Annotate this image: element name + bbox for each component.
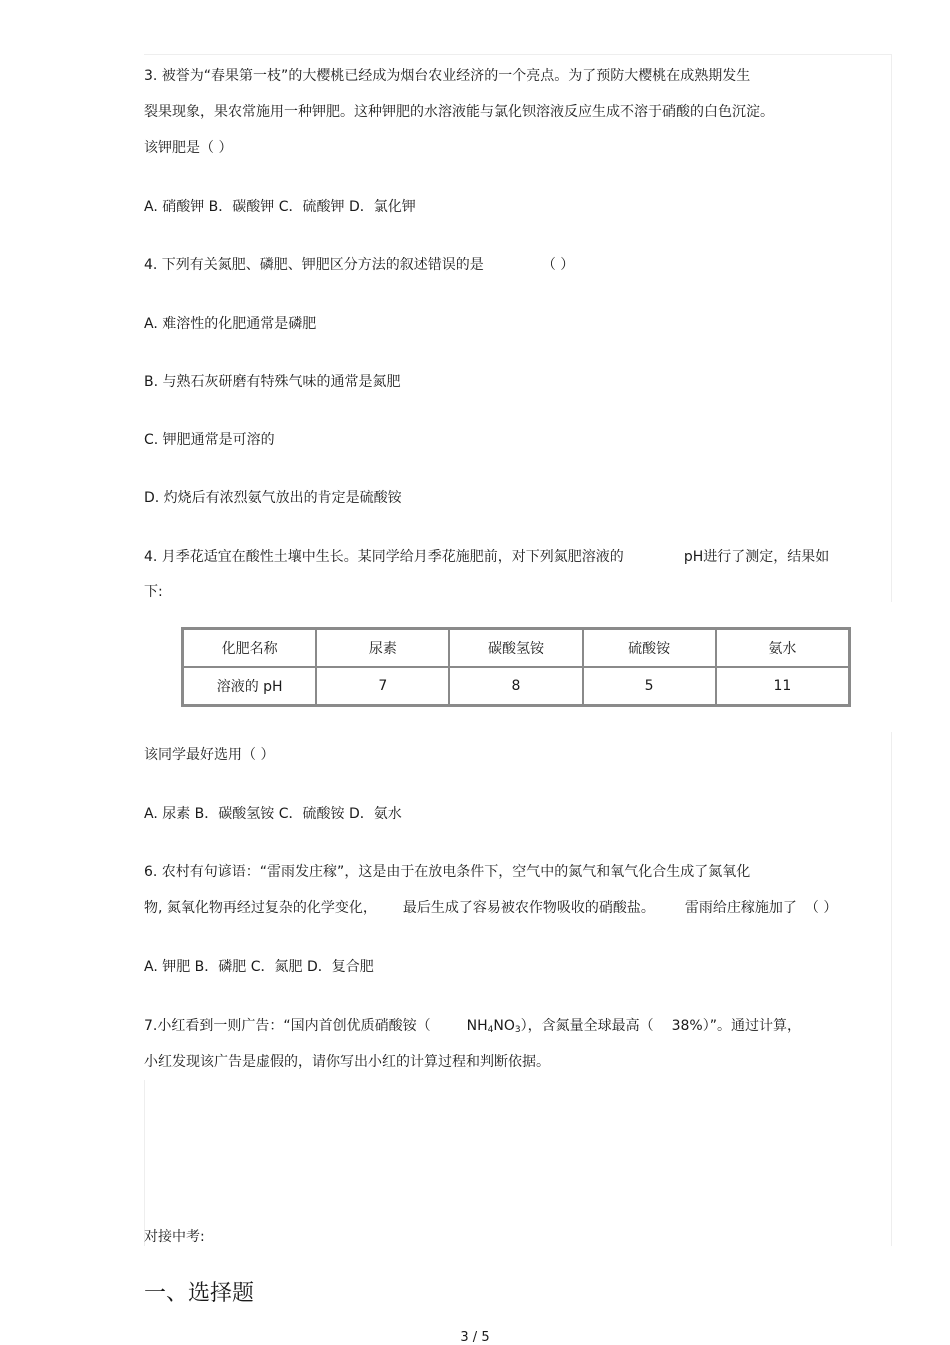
table-header-cell: 氨水 xyxy=(716,629,849,667)
q7-stem-line1 xyxy=(144,1016,801,1040)
q4b-stem-line1 xyxy=(144,547,829,567)
q7-stem-text-c: 38%）”。通过计算， xyxy=(671,1018,801,1034)
page-number: 3 / 5 xyxy=(460,1330,490,1345)
table-header-cell: 碳酸氢铵 xyxy=(449,629,582,667)
q3-stem-line1: 3. 被誉为“春果第一枝”的大樱桃已经成为烟台农业经济的一个亮点。为了预防大樱桃在成熟期发生 xyxy=(144,68,751,84)
q4a-option-b: B. 与熟石灰研磨有特殊气味的通常是氮肥 xyxy=(144,374,401,390)
q4b-stem-line2: 下: xyxy=(144,584,163,600)
q3-stem-line3: 该钾肥是（ ） xyxy=(144,140,233,156)
q7-formula-nh: NH xyxy=(466,1018,488,1034)
q4a-option-a: A. 难溶性的化肥通常是磷肥 xyxy=(144,316,317,332)
page-frame-right xyxy=(891,732,892,1246)
q6-answer-bracket: （ ） xyxy=(804,900,838,916)
page-frame-top xyxy=(144,54,892,55)
q6-stem-text-a: 物, 氮氧化物再经过复杂的化学变化， xyxy=(144,900,377,916)
table-cell: 7 xyxy=(316,667,449,705)
q4a-stem xyxy=(144,255,574,275)
q3-options: A. 硝酸钾 B．碳酸钾 C．硫酸钾 D．氯化钾 xyxy=(144,199,416,215)
dock-label: 对接中考: xyxy=(144,1229,205,1245)
table-row xyxy=(183,667,849,705)
ph-table xyxy=(181,627,851,707)
table-cell: 溶液的 pH xyxy=(183,667,316,705)
q6-stem-line2 xyxy=(144,898,837,918)
q6-stem-line1: 6. 农村有句谚语：“雷雨发庄稼”，这是由于在放电条件下，空气中的氮气和氧气化合生成了氮氧化 xyxy=(144,864,751,880)
q6-options: A. 钾肥 B．磷肥 C．氮肥 D．复合肥 xyxy=(144,959,374,975)
q7-formula-no: NO xyxy=(493,1018,515,1034)
page-frame-left xyxy=(144,1080,145,1246)
q7-formula xyxy=(467,1018,521,1034)
q7-stem-line2: 小红发现该广告是虚假的，请你写出小红的计算过程和判断依据。 xyxy=(144,1054,550,1070)
table-cell: 8 xyxy=(449,667,582,705)
q4a-option-d: D. 灼烧后有浓烈氨气放出的肯定是硫酸铵 xyxy=(144,490,402,506)
q4b-options: A. 尿素 B．碳酸氢铵 C．硫酸铵 D．氨水 xyxy=(144,806,402,822)
table-row xyxy=(183,629,849,667)
q6-stem-text-c: 雷雨给庄稼施加了 xyxy=(684,900,797,916)
q7-stem-text-b: ），含氮量全球最高（ xyxy=(520,1018,654,1034)
q4a-stem-text: 4. 下列有关氮肥、磷肥、钾肥区分方法的叙述错误的是 xyxy=(144,257,484,273)
table-header-cell: 尿素 xyxy=(316,629,449,667)
q7-formula-sub4: 4 xyxy=(487,1025,494,1035)
page-frame-right xyxy=(891,54,892,602)
q4b-ask: 该同学最好选用（ ） xyxy=(144,747,275,763)
q4b-stem-text-b: pH进行了测定，结果如 xyxy=(683,549,830,565)
table-cell: 11 xyxy=(716,667,849,705)
q4b-stem-text-a: 4. 月季花适宜在酸性土壤中生长。某同学给月季花施肥前，对下列氮肥溶液的 xyxy=(144,549,624,565)
section-heading: 一、选择题 xyxy=(144,1281,255,1306)
table-cell: 5 xyxy=(583,667,716,705)
table-header-cell: 化肥名称 xyxy=(183,629,316,667)
q7-stem-text-a: 7.小红看到一则广告：“国内首创优质硝酸铵（ xyxy=(144,1018,431,1034)
q4a-answer-bracket: （ ） xyxy=(541,257,575,273)
q6-stem-text-b: 最后生成了容易被农作物吸收的硝酸盐。 xyxy=(402,900,655,916)
q4a-option-c: C. 钾肥通常是可溶的 xyxy=(144,432,275,448)
table-header-cell: 硫酸铵 xyxy=(583,629,716,667)
q7-formula-sub3: 3 xyxy=(514,1025,521,1035)
q3-stem-line2: 裂果现象，果农常施用一种钾肥。这种钾肥的水溶液能与氯化钡溶液反应生成不溶于硝酸的白色沉淀。 xyxy=(144,104,774,120)
